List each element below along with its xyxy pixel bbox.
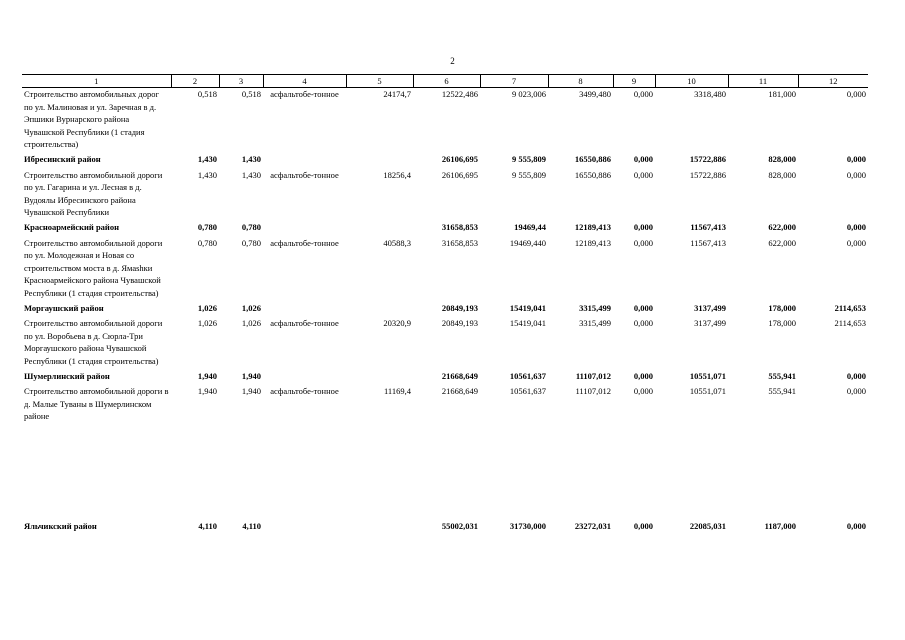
cell-col-11: 178,000 bbox=[768, 302, 796, 313]
column-number-row bbox=[22, 75, 868, 88]
cell-col-7: 19469,44 bbox=[514, 222, 546, 233]
cell-col-11: 1187,000 bbox=[764, 520, 796, 531]
cell-col-7: 9 555,809 bbox=[512, 169, 546, 180]
cell-col-5: 11169,4 bbox=[384, 386, 411, 397]
cell-col-11: 555,941 bbox=[768, 370, 796, 381]
object-row bbox=[22, 385, 868, 516]
cell-col-2: 4,110 bbox=[198, 520, 217, 531]
cell-col-1: Моргаушский район bbox=[24, 302, 104, 313]
cell-col-1: Строительство автомобильной дороги по ул. Воробьева в д. Сюрла-Три Моргаушского района Чувашской Республики (1 стадия строительства) bbox=[24, 318, 163, 366]
cell-col-2: 0,780 bbox=[197, 237, 217, 248]
cell-col-1: Красноармейский район bbox=[24, 222, 119, 233]
object-row bbox=[22, 237, 868, 299]
object-row bbox=[22, 317, 868, 367]
cell-col-11: 828,000 bbox=[768, 169, 796, 180]
cell-col-3: 4,110 bbox=[242, 520, 261, 531]
cell-col-10: 15722,886 bbox=[689, 169, 726, 180]
cell-col-5: 24174,7 bbox=[383, 89, 411, 100]
cell-col-4 bbox=[263, 517, 346, 535]
district-row bbox=[22, 218, 868, 236]
cell-col-3: 0,518 bbox=[241, 89, 261, 100]
cell-col-7: 15419,041 bbox=[509, 318, 546, 329]
cell-col-9: 0,000 bbox=[633, 169, 653, 180]
cell-col-6: 26106,695 bbox=[441, 169, 478, 180]
column-header-3: 3 bbox=[219, 75, 263, 88]
cell-col-3: 1,026 bbox=[241, 318, 261, 329]
cell-col-5: 20320,9 bbox=[383, 318, 411, 329]
table-body bbox=[22, 88, 868, 535]
cell-col-8: 12189,413 bbox=[574, 222, 611, 233]
column-header-6: 6 bbox=[413, 75, 480, 88]
cell-col-4: асфальтобе-тонное bbox=[270, 89, 339, 100]
cell-col-3: 0,780 bbox=[241, 222, 261, 233]
cell-col-2: 1,430 bbox=[197, 169, 217, 180]
cell-col-1: Ибресинский район bbox=[24, 154, 101, 165]
cell-col-4: асфальтобе-тонное bbox=[270, 169, 339, 180]
column-header-2: 2 bbox=[171, 75, 219, 88]
funding-table bbox=[22, 74, 868, 535]
cell-col-9: 0,000 bbox=[633, 222, 653, 233]
cell-col-8: 23272,031 bbox=[574, 520, 611, 531]
cell-col-8: 3315,499 bbox=[579, 318, 611, 329]
cell-col-6: 26106,695 bbox=[441, 154, 478, 165]
column-header-11: 11 bbox=[728, 75, 798, 88]
cell-col-7: 31730,000 bbox=[509, 520, 546, 531]
cell-col-4 bbox=[263, 367, 346, 385]
cell-col-9: 0,000 bbox=[633, 520, 653, 531]
cell-col-8: 16550,886 bbox=[574, 169, 611, 180]
cell-col-9: 0,000 bbox=[633, 318, 653, 329]
cell-col-3: 1,430 bbox=[241, 154, 261, 165]
cell-col-11: 181,000 bbox=[768, 89, 796, 100]
cell-col-6: 12522,486 bbox=[441, 89, 478, 100]
cell-col-2: 0,780 bbox=[197, 222, 217, 233]
cell-col-3: 1,940 bbox=[241, 386, 261, 397]
cell-col-4 bbox=[263, 218, 346, 236]
cell-col-10: 10551,071 bbox=[689, 386, 726, 397]
cell-col-2: 1,940 bbox=[197, 370, 217, 381]
cell-col-7: 15419,041 bbox=[509, 302, 546, 313]
column-header-5: 5 bbox=[346, 75, 413, 88]
district-row bbox=[22, 517, 868, 535]
cell-col-8: 12189,413 bbox=[574, 237, 611, 248]
column-header-4: 4 bbox=[263, 75, 346, 88]
cell-col-6: 21668,649 bbox=[441, 386, 478, 397]
cell-col-7: 10561,637 bbox=[509, 370, 546, 381]
cell-col-11: 622,000 bbox=[768, 237, 796, 248]
cell-col-2: 0,518 bbox=[197, 89, 217, 100]
cell-col-11: 622,000 bbox=[768, 222, 796, 233]
cell-col-10: 11567,413 bbox=[690, 237, 726, 248]
cell-col-12: 2114,653 bbox=[834, 302, 866, 313]
cell-col-1: Строительство автомобильной дороги по ул. Молодежная и Новая со строительством моста в д. Ямаshки Красноармейского района Чувашской Республики (1 стадия строительства) bbox=[24, 237, 163, 298]
cell-col-12: 2114,653 bbox=[834, 318, 866, 329]
cell-col-4 bbox=[263, 150, 346, 168]
cell-col-10: 3318,480 bbox=[694, 89, 726, 100]
district-row bbox=[22, 150, 868, 168]
cell-col-8: 3315,499 bbox=[579, 302, 611, 313]
cell-col-5: 40588,3 bbox=[383, 237, 411, 248]
cell-col-7: 9 555,809 bbox=[512, 154, 546, 165]
cell-col-10: 15722,886 bbox=[689, 154, 726, 165]
cell-col-8: 3499,480 bbox=[579, 89, 611, 100]
cell-col-9: 0,000 bbox=[633, 237, 653, 248]
cell-col-10: 10551,071 bbox=[689, 370, 726, 381]
cell-col-12: 0,000 bbox=[846, 89, 866, 100]
cell-col-8: 11107,012 bbox=[575, 370, 611, 381]
cell-col-1: Строительство автомобильных дорог по ул. Малиновая и ул. Заречная в д. Эпшики Вурнарского района Чувашской Республики (1 стадия строительства) bbox=[24, 89, 159, 150]
cell-col-3: 1,430 bbox=[241, 169, 261, 180]
cell-col-10: 11567,413 bbox=[690, 222, 726, 233]
column-header-12: 12 bbox=[798, 75, 868, 88]
cell-col-6: 55002,031 bbox=[441, 520, 478, 531]
cell-col-2: 1,430 bbox=[197, 154, 217, 165]
cell-col-12: 0,000 bbox=[846, 237, 866, 248]
cell-col-9: 0,000 bbox=[633, 89, 653, 100]
cell-col-9: 0,000 bbox=[633, 302, 653, 313]
cell-col-1: Строительство автомобильной дороги в д. Малые Туваны в Шумерлинском районе bbox=[24, 386, 169, 422]
cell-col-5: 18256,4 bbox=[383, 169, 411, 180]
cell-col-9: 0,000 bbox=[633, 154, 653, 165]
cell-col-8: 11107,012 bbox=[575, 386, 611, 397]
cell-col-10: 3137,499 bbox=[694, 302, 726, 313]
cell-col-12: 0,000 bbox=[846, 386, 866, 397]
cell-col-5 bbox=[346, 517, 413, 535]
cell-col-6: 31658,853 bbox=[441, 237, 478, 248]
cell-col-7: 10561,637 bbox=[509, 386, 546, 397]
cell-col-4 bbox=[263, 299, 346, 317]
cell-col-2: 1,940 bbox=[197, 386, 217, 397]
column-header-8: 8 bbox=[548, 75, 613, 88]
cell-col-5 bbox=[346, 218, 413, 236]
cell-col-11: 555,941 bbox=[768, 386, 796, 397]
object-row bbox=[22, 169, 868, 219]
district-row bbox=[22, 367, 868, 385]
cell-col-11: 828,000 bbox=[768, 154, 796, 165]
cell-col-10: 22085,031 bbox=[689, 520, 726, 531]
cell-col-5 bbox=[346, 367, 413, 385]
cell-col-3: 1,940 bbox=[241, 370, 261, 381]
cell-col-12: 0,000 bbox=[846, 154, 866, 165]
cell-col-6: 21668,649 bbox=[441, 370, 478, 381]
cell-col-12: 0,000 bbox=[846, 222, 866, 233]
cell-col-9: 0,000 bbox=[633, 386, 653, 397]
district-row bbox=[22, 299, 868, 317]
cell-col-12: 0,000 bbox=[846, 370, 866, 381]
cell-col-6: 20849,193 bbox=[441, 318, 478, 329]
cell-col-12: 0,000 bbox=[846, 520, 866, 531]
cell-col-11: 178,000 bbox=[768, 318, 796, 329]
cell-col-8: 16550,886 bbox=[574, 154, 611, 165]
cell-col-3: 1,026 bbox=[241, 302, 261, 313]
cell-col-2: 1,026 bbox=[197, 302, 217, 313]
cell-col-4: асфальтобе-тонное bbox=[270, 237, 339, 248]
column-header-7: 7 bbox=[480, 75, 548, 88]
cell-col-1: Шумерлинский район bbox=[24, 370, 110, 381]
cell-col-7: 9 023,006 bbox=[512, 89, 546, 100]
cell-col-7: 19469,440 bbox=[509, 237, 546, 248]
cell-col-2: 1,026 bbox=[197, 318, 217, 329]
cell-col-1: Яльчикский район bbox=[24, 520, 97, 531]
object-row bbox=[22, 88, 868, 151]
cell-col-5 bbox=[346, 299, 413, 317]
page-number: 2 bbox=[450, 56, 455, 66]
cell-col-6: 31658,853 bbox=[441, 222, 478, 233]
column-header-1: 1 bbox=[22, 75, 171, 88]
column-header-10: 10 bbox=[655, 75, 728, 88]
cell-col-6: 20849,193 bbox=[441, 302, 478, 313]
cell-col-12: 0,000 bbox=[846, 169, 866, 180]
cell-col-10: 3137,499 bbox=[694, 318, 726, 329]
cell-col-5 bbox=[346, 150, 413, 168]
cell-col-1: Строительство автомобильной дороги по ул. Гагарина и ул. Лесная в д. Вудоялы Ибресинского района Чувашской Республики bbox=[24, 169, 163, 218]
cell-col-4: асфальтобе-тонное bbox=[270, 386, 339, 397]
cell-col-4: асфальтобе-тонное bbox=[270, 318, 339, 329]
cell-col-9: 0,000 bbox=[633, 370, 653, 381]
column-header-9: 9 bbox=[613, 75, 655, 88]
cell-col-3: 0,780 bbox=[241, 237, 261, 248]
